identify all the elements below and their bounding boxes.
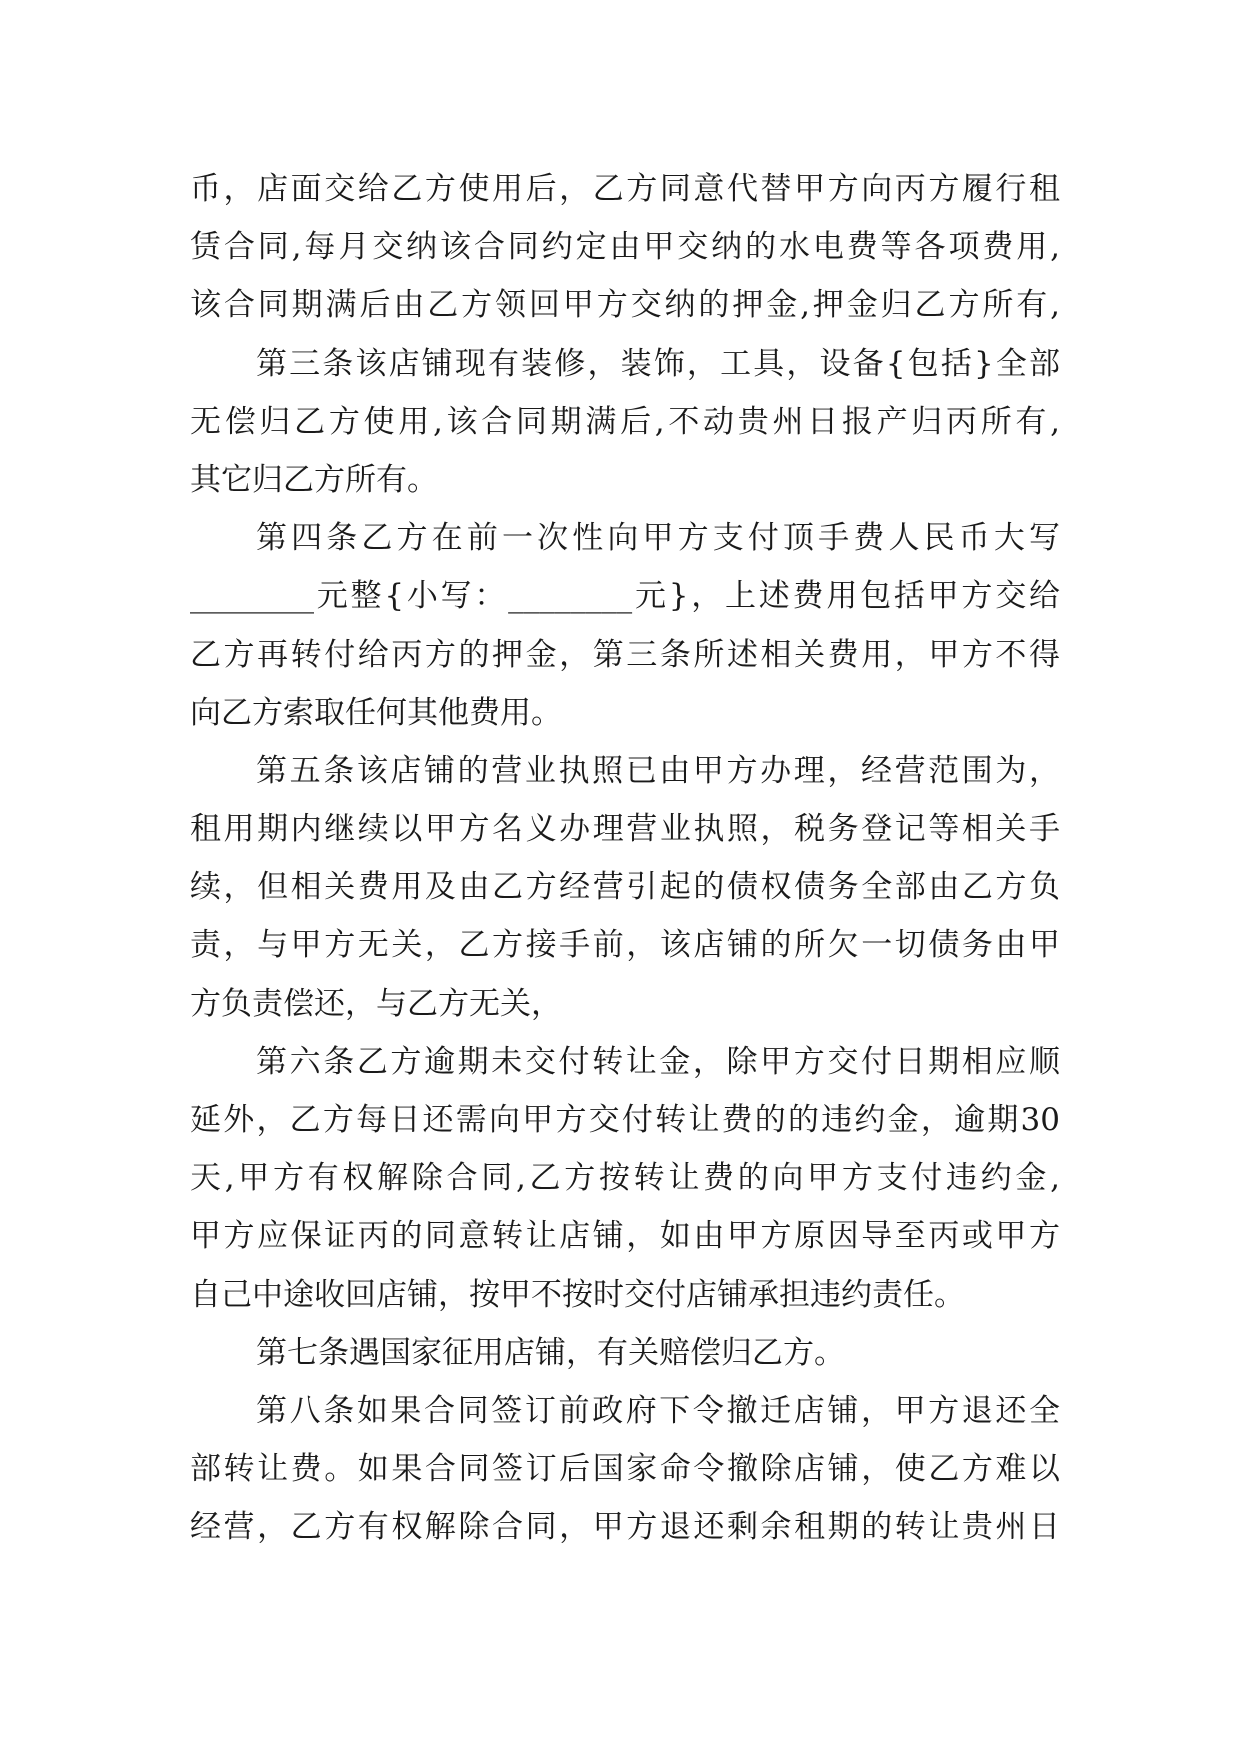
text-line: 该合同期满后由乙方领回甲方交纳的押金,押金归乙方所有, xyxy=(190,287,1060,324)
text-line: 第五条该店铺的营业执照已由甲方办理，经营范围为， xyxy=(256,752,1060,789)
text-line: 租用期内继续以甲方名义办理营业执照，税务登记等相关手 xyxy=(190,811,1060,848)
text-line: 第七条遇国家征用店铺，有关赔偿归乙方。 xyxy=(256,1334,845,1371)
text-line: 天,甲方有权解除合同,乙方按转让费的向甲方支付违约金, xyxy=(190,1160,1060,1197)
text-line: 赁合同,每月交纳该合同约定由甲交纳的水电费等各项费用, xyxy=(190,229,1060,266)
text-line: 延外，乙方每日还需向甲方交付转让费的的违约金，逾期30 xyxy=(190,1102,1060,1138)
text-line: 续，但相关费用及由乙方经营引起的债权债务全部由乙方负 xyxy=(190,869,1060,906)
text-line: 第六条乙方逾期未交付转让金，除甲方交付日期相应顺 xyxy=(256,1043,1060,1080)
text-line: ________元整{小写：________元}，上述费用包括甲方交给 xyxy=(190,578,1060,615)
text-line: 币，店面交给乙方使用后，乙方同意代替甲方向丙方履行租 xyxy=(190,171,1060,207)
text-line: 无偿归乙方使用,该合同期满后,不动贵州日报产归丙所有, xyxy=(190,403,1060,440)
text-line: 责，与甲方无关，乙方接手前，该店铺的所欠一切债务由甲 xyxy=(190,927,1060,964)
text-line: 经营，乙方有权解除合同，甲方退还剩余租期的转让贵州日 xyxy=(190,1509,1060,1546)
text-line: 乙方再转付给丙方的押金，第三条所述相关费用，甲方不得 xyxy=(190,636,1060,673)
text-line: 部转让费。如果合同签订后国家命令撤除店铺，使乙方难以 xyxy=(190,1451,1060,1488)
text-line: 第三条该店铺现有装修，装饰，工具，设备{包括}全部 xyxy=(256,345,1060,382)
text-line: 方负责偿还，与乙方无关， xyxy=(190,985,562,1022)
text-line: 第四条乙方在前一次性向甲方支付顶手费人民币大写 xyxy=(256,520,1060,557)
text-line: 第八条如果合同签订前政府下令撤迁店铺，甲方退还全 xyxy=(256,1392,1060,1429)
text-line: 向乙方索取任何其他费用。 xyxy=(190,694,562,731)
text-line: 其它归乙方所有。 xyxy=(190,461,438,498)
text-line: 甲方应保证丙的同意转让店铺，如由甲方原因导至丙或甲方 xyxy=(190,1218,1060,1255)
contract-text-body xyxy=(190,160,1060,1557)
text-line: 自己中途收回店铺，按甲不按时交付店铺承担违约责任。 xyxy=(190,1276,965,1313)
